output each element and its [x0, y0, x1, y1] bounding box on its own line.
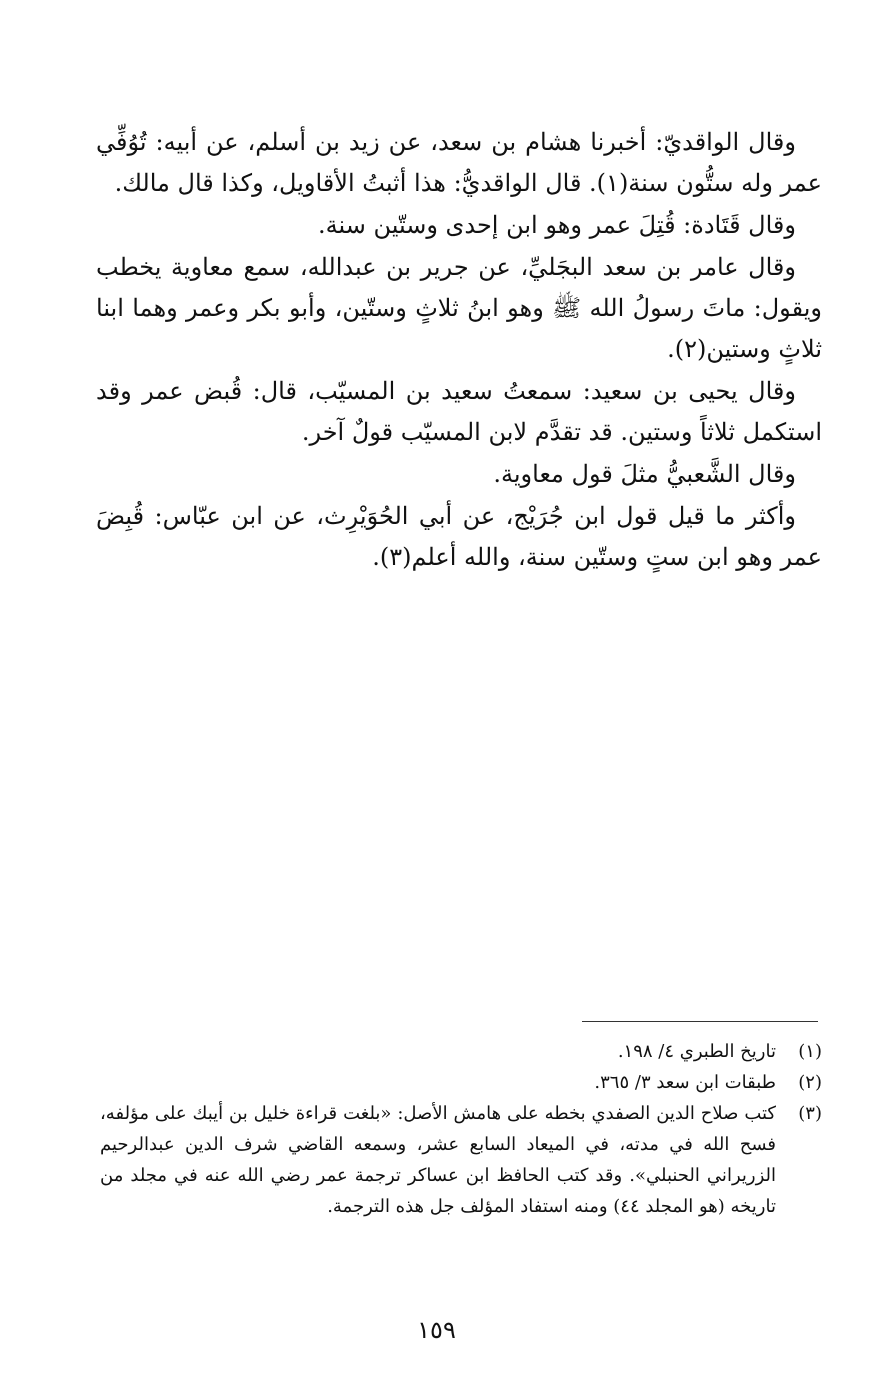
paragraph-yahya-ibn-said: وقال يحيى بن سعيد: سمعتُ سعيد بن المسيّب، قال: قُبض عمر وقد استكمل ثلاثاً وستين. قد تقدَّم لابن المسيّب قولٌ آخر.	[96, 377, 822, 446]
paragraph-qatada: وقال قَتَادة: قُتِلَ عمر وهو ابن إحدى وستّين سنة.	[318, 211, 796, 239]
paragraph-ibn-jurayj: وأكثر ما قيل قول ابن جُرَيْج، عن أبي الحُوَيْرِث، عن ابن عبّاس: قُبِضَ عمر وهو ابن ستٍ وستّين سنة، والله أعلم(٣).	[96, 502, 822, 571]
footnote-number: (٣)	[798, 1103, 822, 1124]
footnote-number: (٢)	[798, 1072, 822, 1093]
footnote-text: طبقات ابن سعد ٣/ ٣٦٥.	[594, 1072, 776, 1093]
footnote-text: كتب صلاح الدين الصفدي بخطه على هامش الأصل: «بلغت قراءة خليل بن أيبك على مؤلفه، فسح الله في مدته، في الميعاد السابع عشر، وسمعه القاضي شرف الدين عبدالرحيم الزريراني الحنبلي». وقد كتب الحافظ ابن عساكر ترجمة عمر رضي الله عنه في مجلد من تاريخه (هو المجلد ٤٤) ومنه استفاد المؤلف جل هذه الترجمة.	[100, 1103, 776, 1217]
footnote-2	[100, 1067, 822, 1098]
main-text	[96, 122, 822, 578]
footnote-3	[100, 1098, 822, 1222]
paragraph-amir-ibn-saad: وقال عامر بن سعد البجَليِّ، عن جرير بن عبدالله، سمع معاوية يخطب ويقول: ماتَ رسولُ الله ﷺ وهو ابنُ ثلاثٍ وستّين، وأبو بكر وعمر وهما ابنا ثلاثٍ وستين(٢).	[96, 253, 822, 363]
footnote-number: (١)	[798, 1041, 822, 1062]
page-number: ١٥٩	[417, 1316, 456, 1344]
footnote-1	[100, 1036, 822, 1067]
footnotes	[100, 1036, 822, 1222]
footnote-separator	[582, 1021, 818, 1022]
footnote-text: تاريخ الطبري ٤/ ١٩٨.	[617, 1041, 776, 1062]
paragraph-waqidi: وقال الواقديّ: أخبرنا هشام بن سعد، عن زيد بن أسلم، عن أبيه: تُوُفِّي عمر وله ستُّون سنة(١). قال الواقديُّ: هذا أثبتُ الأقاويل، وكذا قال مالك.	[96, 128, 822, 197]
paragraph-shabi: وقال الشَّعبيُّ مثلَ قول معاوية.	[493, 460, 796, 488]
